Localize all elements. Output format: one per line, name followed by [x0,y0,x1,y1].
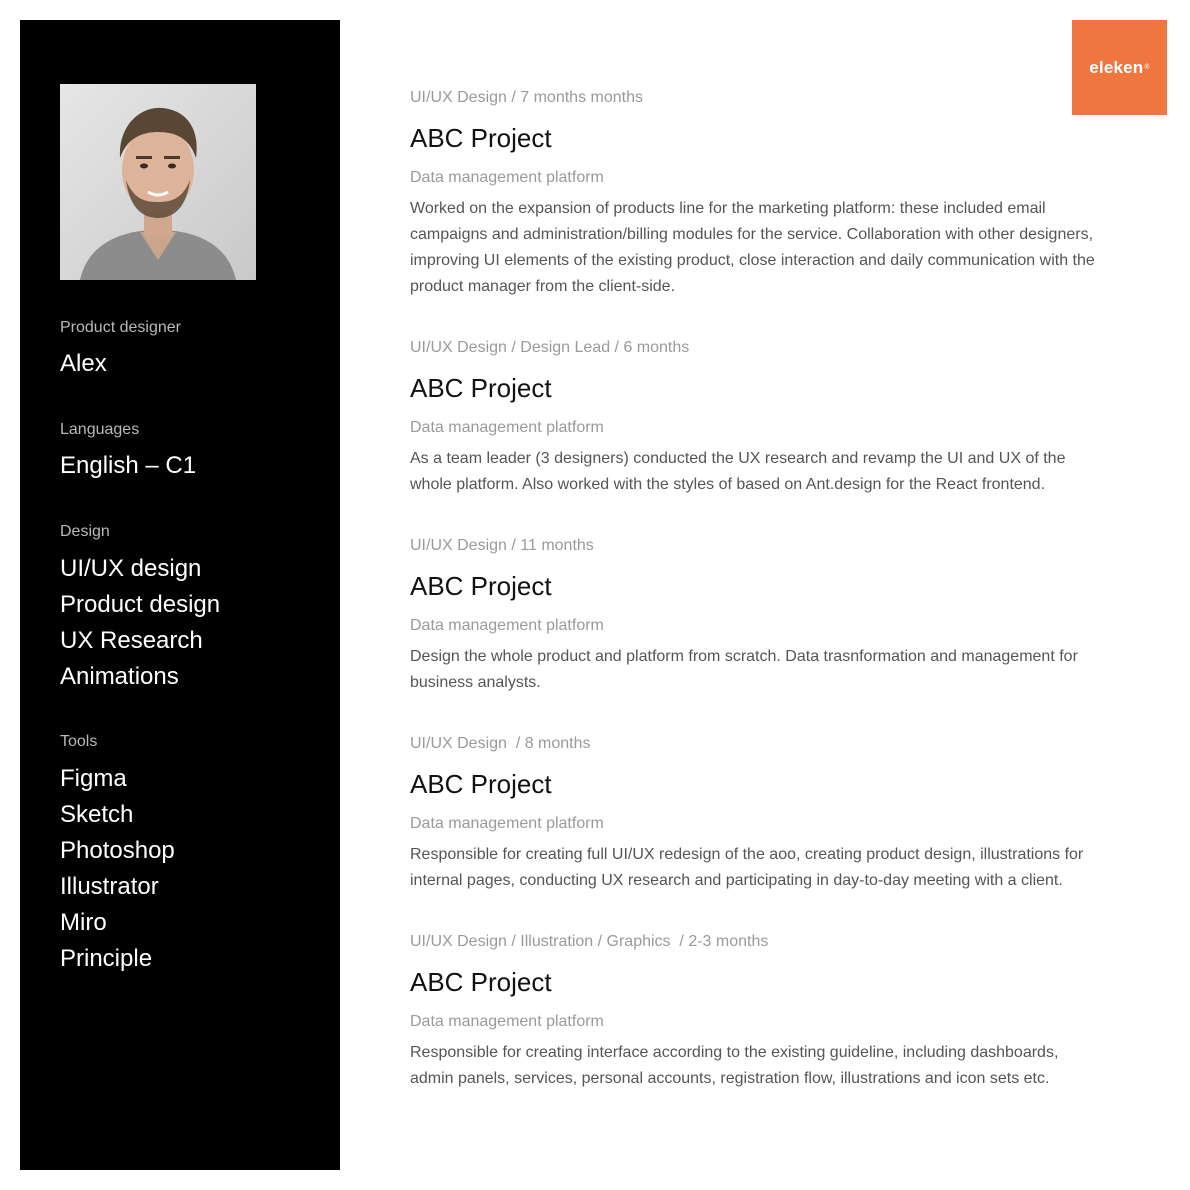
portrait-photo-icon [60,84,256,280]
project-entry [410,86,1100,300]
project-subtitle: Data management platform [410,419,604,436]
project-description: Responsible for creating full UI/UX redesign of the aoo, creating product design, illustrations for internal pages, conducting UX research and participating in day-to-day meeting with a client. [410,846,1084,889]
project-title: ABC Project [410,571,552,601]
person-name: Alex [60,350,107,377]
project-description: Responsible for creating interface according to the existing guideline, including dashboards, admin panels, services, personal accounts, registration flow, illustrations and icon sets etc. [410,1044,1059,1087]
tool-item: Photoshop [60,837,175,864]
design-skill-item: UI/UX design [60,555,202,582]
project-title: ABC Project [410,967,552,997]
project-title: ABC Project [410,769,552,799]
project-entry [410,534,1100,696]
tool-item: Figma [60,765,127,792]
project-entry [410,732,1100,894]
design-skill-item: Product design [60,591,221,618]
project-description: As a team leader (3 designers) conducted the UX research and revamp the UI and UX of the whole platform. Also worked with the styles of based on Ant.design for the React frontend. [410,450,1066,493]
tools-section [60,732,320,977]
project-meta: UI/UX Design / 11 months [410,537,594,554]
project-description: Worked on the expansion of products line for the marketing platform: these included email campaigns and administration/billing modules for the service. Collaboration with other designers, improving UI elements of the existing product, close interaction and daily communication with the product manager from the client-side. [410,200,1095,295]
project-entry [410,336,1100,498]
design-skill-item: Animations [60,663,179,690]
design-section [60,522,320,695]
tools-label: Tools [60,733,98,750]
project-subtitle: Data management platform [410,1013,604,1030]
design-label: Design [60,523,110,540]
sidebar [20,20,340,1170]
logo-text: eleken [1089,57,1144,77]
project-meta: UI/UX Design / 8 months [410,735,591,752]
project-title: ABC Project [410,123,552,153]
design-skill-list [60,551,320,695]
project-meta: UI/UX Design / 7 months months [410,89,643,106]
languages-section [60,420,320,484]
project-subtitle: Data management platform [410,617,604,634]
project-entry [410,930,1100,1092]
languages-value: English – C1 [60,452,197,479]
tool-item: Miro [60,909,107,936]
project-meta: UI/UX Design / Illustration / Graphics / 2-3 months [410,933,769,950]
role-label: Product designer [60,319,181,336]
tools-list [60,761,320,977]
profile-section [60,318,320,382]
project-description: Design the whole product and platform from scratch. Data trasnformation and management for business analysts. [410,648,1078,691]
project-meta: UI/UX Design / Design Lead / 6 months [410,339,690,356]
profile-photo [60,84,256,280]
design-skill-item: UX Research [60,627,203,654]
registered-mark: ® [1144,64,1150,71]
tool-item: Illustrator [60,873,159,900]
projects-column [410,86,1100,1128]
tool-item: Principle [60,945,153,972]
languages-label: Languages [60,421,140,438]
project-subtitle: Data management platform [410,815,604,832]
tool-item: Sketch [60,801,134,828]
project-subtitle: Data management platform [410,169,604,186]
project-title: ABC Project [410,373,552,403]
